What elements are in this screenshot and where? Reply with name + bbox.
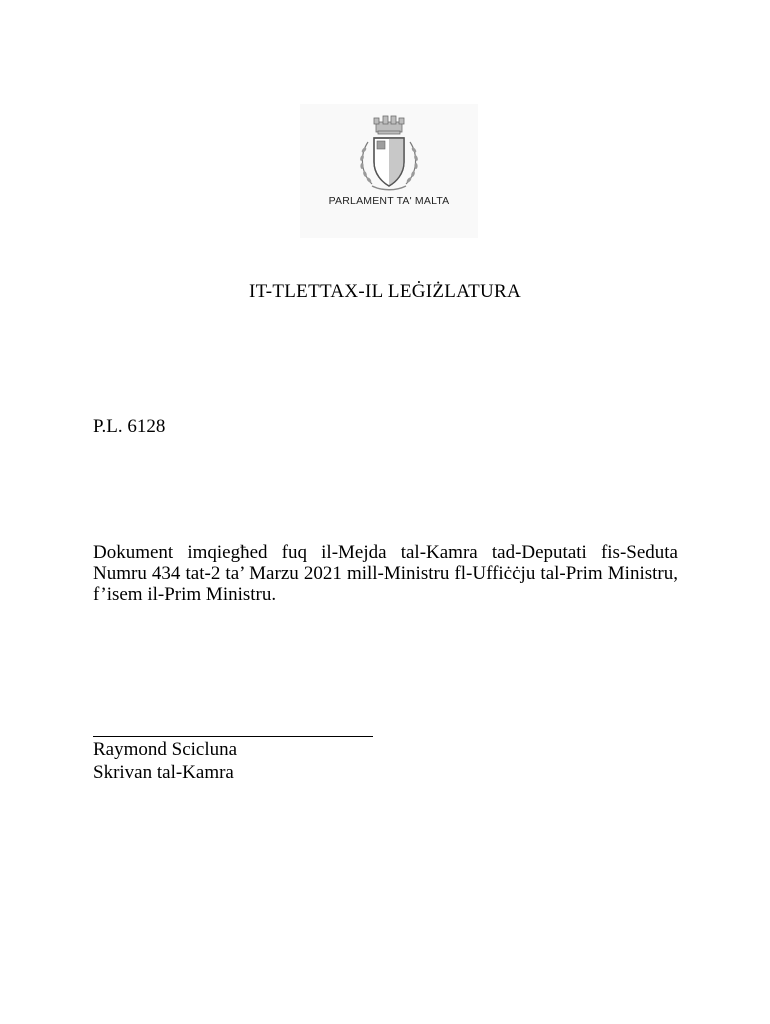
logo-caption: PARLAMENT TA' MALTA: [328, 195, 450, 207]
signatory-title: Skrivan tal-Kamra: [93, 762, 234, 783]
parliament-logo: [300, 104, 478, 238]
paper-reference-number: P.L. 6128: [93, 416, 166, 437]
signatory-block: [93, 738, 237, 784]
legislature-heading: IT-TLETTAX-IL LEĠIŻLATURA: [248, 281, 522, 302]
signature-line: [93, 736, 373, 737]
document-body: Dokument imqiegħed fuq il-Mejda tal-Kamra tad-Deputati fis-Seduta Numru 434 tat-2 ta’ Marzu 2021 mill-Ministru fl-Uffiċċju tal-Prim Ministru, f’isem il-Prim Ministru.: [93, 542, 678, 605]
signatory-name: Raymond Scicluna: [93, 739, 238, 760]
malta-parliament-coat-of-arms-icon: [352, 114, 426, 194]
